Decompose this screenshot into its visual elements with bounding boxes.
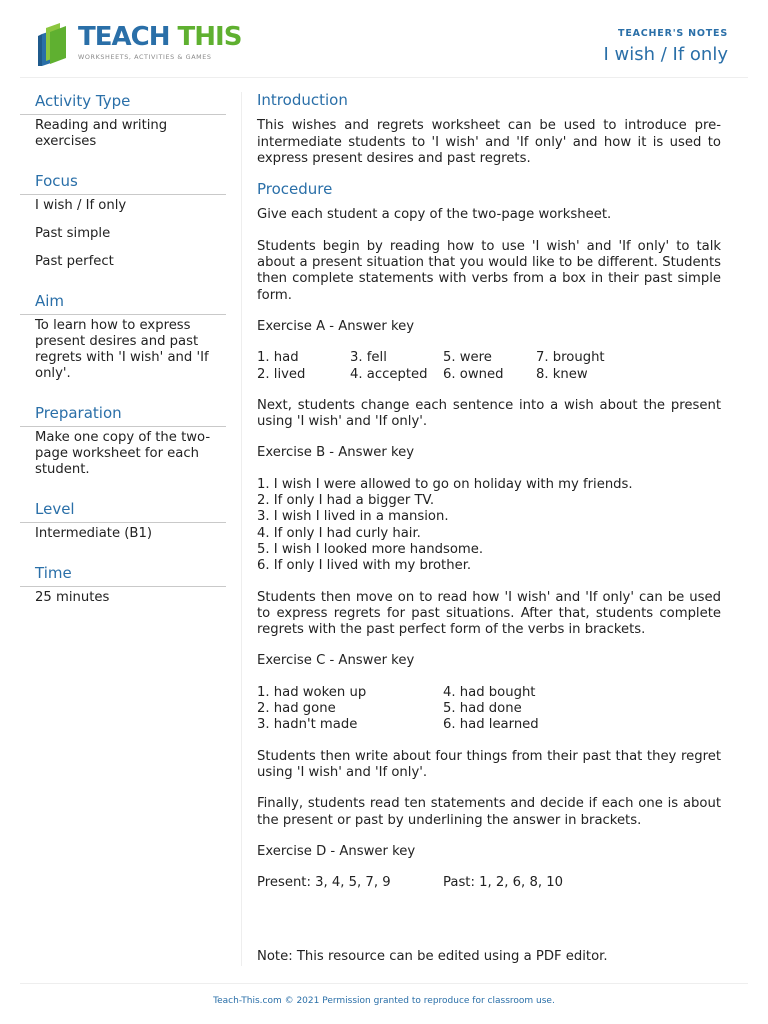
teachers-notes-label: TEACHER'S NOTES <box>618 28 728 39</box>
answer-item: 5. had done <box>443 701 522 717</box>
logo-word-this: THIS <box>177 22 242 52</box>
answer-item: 8. knew <box>536 366 588 382</box>
exercise-d-answers <box>257 875 721 891</box>
answer-item: 6. If only I lived with my brother. <box>257 558 472 574</box>
level-section <box>20 500 226 542</box>
page-title: I wish / If only <box>603 44 728 65</box>
aim-section <box>20 292 226 382</box>
answer-item: 4. had bought <box>443 684 536 700</box>
procedure-heading: Procedure <box>257 180 333 199</box>
answer-item: 6. had learned <box>443 717 539 733</box>
aim-value: To learn how to express present desires and past regrets with 'I wish' and 'If only'. <box>35 318 209 381</box>
aim-heading: Aim <box>20 292 226 315</box>
past-answers: Past: 1, 2, 6, 8, 10 <box>443 875 563 891</box>
answer-item: 2. If only I had a bigger TV. <box>257 493 435 509</box>
exercise-a-answers <box>257 350 721 383</box>
focus-item: Past simple <box>35 226 111 241</box>
time-section <box>20 564 226 606</box>
preparation-value: Make one copy of the two-page worksheet for each student. <box>35 430 211 477</box>
procedure-paragraph: Students then write about four things from their past that they regret using 'I wish' and 'If only'. <box>257 748 721 780</box>
answer-item: 5. were <box>443 350 492 366</box>
answer-item: 5. I wish I looked more handsome. <box>257 541 484 557</box>
focus-item: Past perfect <box>35 254 114 269</box>
focus-heading: Focus <box>20 172 226 195</box>
main-content <box>257 92 721 906</box>
present-answers: Present: 3, 4, 5, 7, 9 <box>257 875 391 891</box>
answer-item: 2. had gone <box>257 701 336 717</box>
footer-text: Teach-This.com © 2021 Permission granted to reproduce for classroom use. <box>213 996 555 1006</box>
answer-item: 4. accepted <box>350 366 428 382</box>
exercise-b-answers <box>257 477 721 575</box>
preparation-section <box>20 404 226 478</box>
answer-item: 3. fell <box>350 350 387 366</box>
answer-item: 1. had woken up <box>257 684 367 700</box>
preparation-heading: Preparation <box>20 404 226 427</box>
focus-section <box>20 172 226 270</box>
answer-item: 1. I wish I were allowed to go on holiday with my friends. <box>257 476 633 492</box>
editor-note: Note: This resource can be edited using a PDF editor. <box>257 949 608 964</box>
introduction-heading: Introduction <box>257 91 348 109</box>
answer-item: 3. hadn't made <box>257 717 358 733</box>
time-value: 25 minutes <box>35 590 110 605</box>
book-logo-icon <box>36 22 76 66</box>
logo-tagline: WORKSHEETS, ACTIVITIES & GAMES <box>78 53 212 61</box>
answer-item: 1. had <box>257 350 299 366</box>
procedure-paragraph: Students begin by reading how to use 'I wish' and 'If only' to talk about a present situation that you would like to be different. Students then complete statements with verbs from a box in their past simple form. <box>257 238 721 303</box>
exercise-c-answers <box>257 685 721 734</box>
exercise-a-title: Exercise A - Answer key <box>257 318 415 334</box>
answer-item: 3. I wish I lived in a mansion. <box>257 509 449 525</box>
level-heading: Level <box>20 500 226 523</box>
column-divider <box>241 92 242 966</box>
procedure-paragraph: Next, students change each sentence into a wish about the present using 'I wish' and 'If only'. <box>257 397 721 430</box>
answer-item: 2. lived <box>257 366 306 382</box>
exercise-d-title: Exercise D - Answer key <box>257 843 416 859</box>
page-footer <box>20 983 748 1006</box>
activity-type-value: Reading and writing exercises <box>35 118 168 149</box>
logo-word-teach: TEACH <box>78 22 170 52</box>
procedure-paragraph: Finally, students read ten statements and decide if each one is about the present or past by underlining the answer in brackets. <box>257 796 721 828</box>
focus-item: I wish / If only <box>35 198 127 213</box>
activity-type-section <box>20 92 226 150</box>
exercise-c-title: Exercise C - Answer key <box>257 653 415 669</box>
time-heading: Time <box>20 564 226 587</box>
sidebar <box>20 92 226 628</box>
teach-this-logo <box>36 22 241 66</box>
procedure-paragraph: Students then move on to read how 'I wish' and 'If only' can be used to express regrets for past situations. After that, students complete regrets with the past perfect form of the verbs in brackets. <box>257 589 721 638</box>
exercise-b-title: Exercise B - Answer key <box>257 445 415 461</box>
answer-item: 6. owned <box>443 366 504 382</box>
page-header <box>20 0 748 78</box>
level-value: Intermediate (B1) <box>35 526 153 541</box>
answer-item: 4. If only I had curly hair. <box>257 525 421 541</box>
activity-type-heading: Activity Type <box>20 92 226 115</box>
answer-item: 7. brought <box>536 350 605 366</box>
introduction-text: This wishes and regrets worksheet can be used to introduce pre-intermediate students to 'I wish' and 'If only' and how it is used to express present desires and past regrets. <box>257 118 721 166</box>
procedure-paragraph: Give each student a copy of the two-page worksheet. <box>257 207 612 223</box>
